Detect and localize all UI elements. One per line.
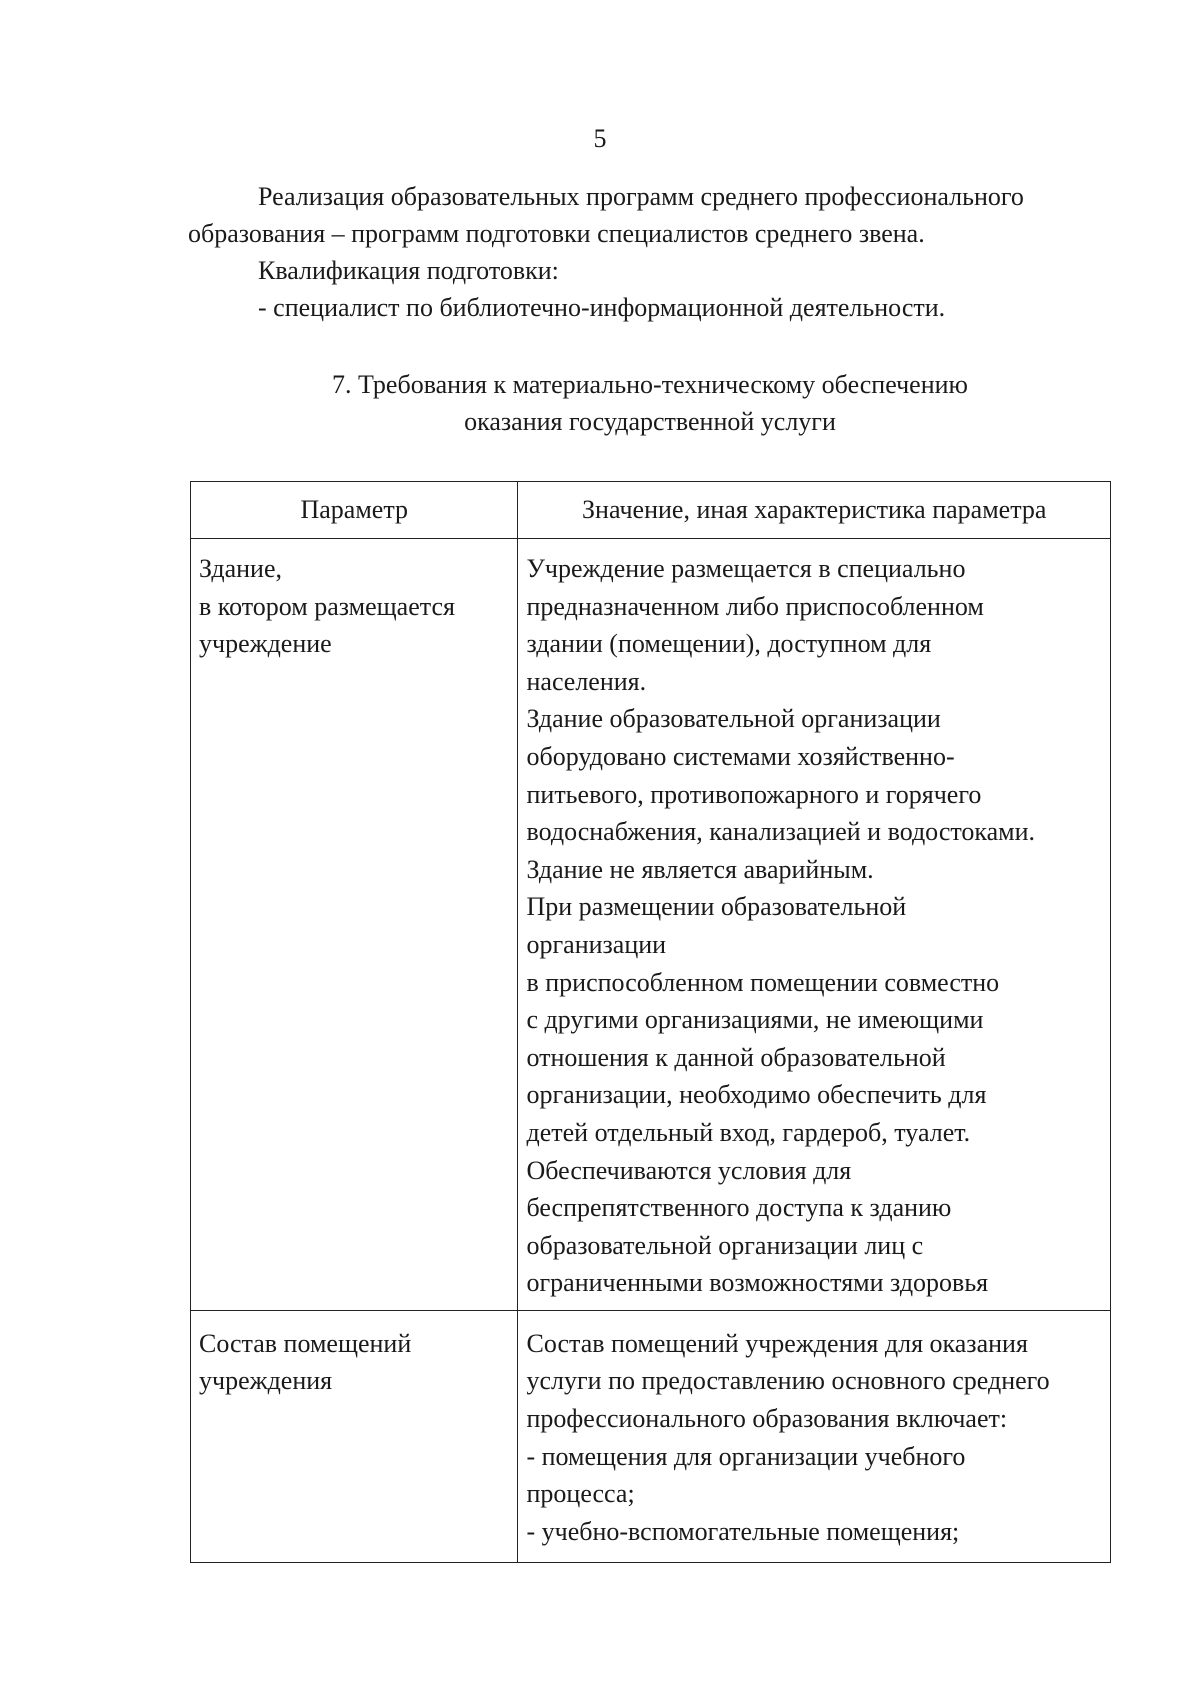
qualification-item: - специалист по библиотечно-информационной деятельности. — [258, 293, 946, 322]
param-line: учреждение — [199, 629, 332, 659]
value-line: ограниченными возможностями здоровья — [526, 1268, 989, 1298]
section-heading — [0, 366, 1200, 440]
qualification-label: Квалификация подготовки: — [258, 256, 559, 285]
value-line: здании (помещении), доступном для — [526, 629, 932, 659]
value-line: Учреждение размещается в специально — [526, 554, 966, 583]
value-line: в приспособленном помещении совместно — [526, 967, 1000, 997]
header-parameter: Параметр — [191, 482, 518, 539]
param-cell — [191, 1310, 518, 1563]
intro-paragraph-line-2: образования – программ подготовки специалистов среднего звена. — [188, 219, 925, 248]
value-line: организации — [526, 929, 667, 959]
param-cell — [191, 539, 518, 1311]
intro-text — [188, 178, 1108, 326]
value-line: Состав помещений учреждения для оказания — [526, 1328, 1028, 1358]
value-line: процесса; — [526, 1479, 635, 1509]
value-line: детей отдельный вход, гардероб, туалет. — [526, 1117, 971, 1147]
value-line: питьевого, противопожарного и горячего — [526, 779, 982, 809]
param-line: учреждения — [199, 1366, 333, 1396]
table-row — [191, 1310, 1111, 1563]
value-line: профессионального образования включает: — [526, 1404, 1008, 1434]
value-line: Обеспечиваются условия для — [526, 1155, 852, 1185]
section-heading-line-1: 7. Требования к материально-техническому обеспечению — [332, 370, 968, 399]
requirements-table — [190, 481, 1111, 1563]
page-number: 5 — [593, 124, 607, 153]
value-line: - учебно-вспомогательные помещения; — [526, 1516, 960, 1546]
table-row — [191, 539, 1111, 1311]
value-line: предназначенном либо приспособленном — [526, 591, 984, 621]
value-line: Здание образовательной организации — [526, 704, 941, 734]
value-line: организации, необходимо обеспечить для — [526, 1080, 987, 1110]
value-line: При размещении образовательной — [526, 892, 907, 922]
value-line: водоснабжения, канализацией и водостоками. — [526, 817, 1036, 847]
value-line: Здание не является аварийным. — [526, 854, 874, 884]
value-line: беспрепятственного доступа к зданию — [526, 1193, 952, 1223]
param-line: в котором размещается — [199, 591, 455, 621]
value-line: - помещения для организации учебного — [526, 1441, 966, 1471]
value-line: населения. — [526, 666, 647, 696]
section-heading-line-2: оказания государственной услуги — [464, 407, 836, 436]
value-cell — [518, 539, 1111, 1311]
value-line: отношения к данной образовательной — [526, 1042, 946, 1072]
header-value: Значение, иная характеристика параметра — [518, 482, 1111, 539]
value-line: оборудовано системами хозяйственно- — [526, 741, 955, 771]
value-line: с другими организациями, не имеющими — [526, 1005, 984, 1035]
param-line: Состав помещений — [199, 1328, 412, 1358]
value-line: услуги по предоставлению основного среднего — [526, 1366, 1050, 1396]
intro-paragraph-line-1: Реализация образовательных программ среднего профессионального — [258, 182, 1024, 211]
table-header-row — [191, 482, 1111, 539]
param-line: Здание, — [199, 554, 283, 583]
value-cell — [518, 1310, 1111, 1563]
value-line: образовательной организации лиц с — [526, 1230, 924, 1260]
